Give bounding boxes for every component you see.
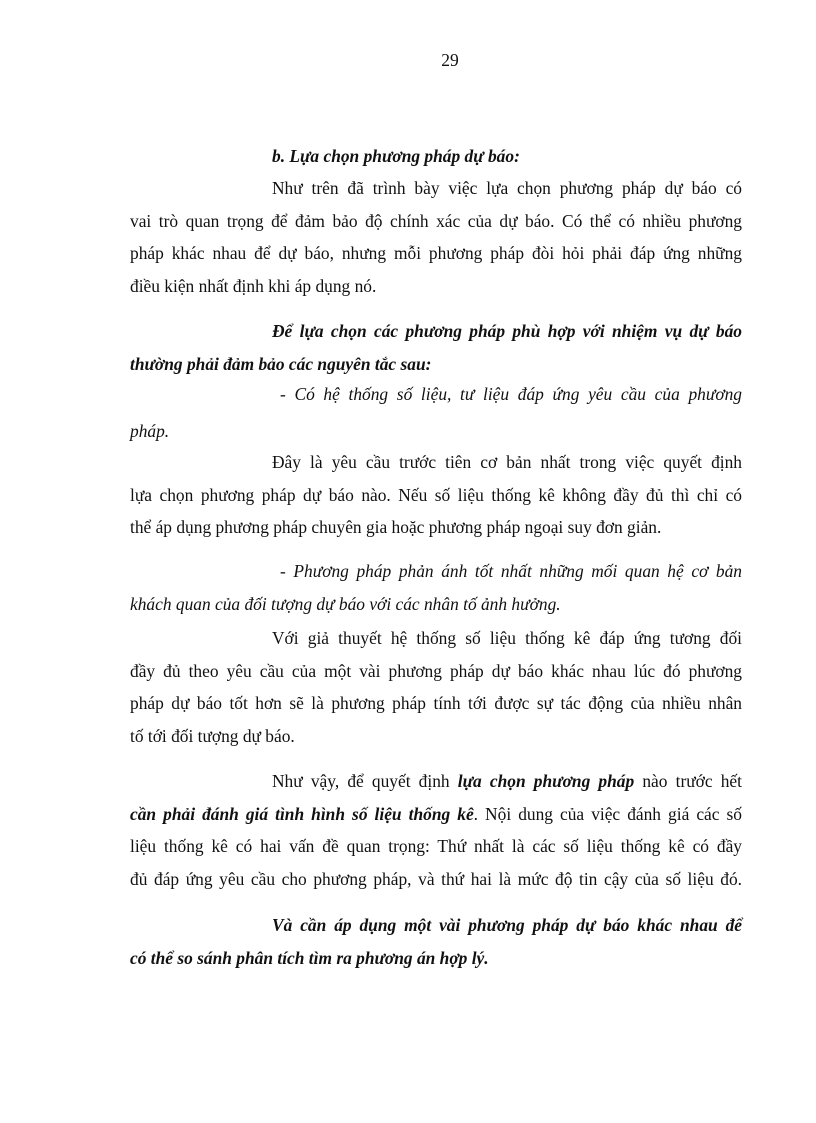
text-line: lựa chọn phương pháp dự báo nào. Nếu số liệu thống kê không đầy đủ thì chỉ có	[130, 484, 742, 505]
text-line: điều kiện nhất định khi áp dụng nó.	[130, 275, 377, 296]
text-run: nào trước hết	[634, 771, 742, 791]
text-line: có thể so sánh phân tích tìm ra phương án hợp lý.	[130, 947, 489, 968]
page-number: 29	[441, 50, 459, 70]
text-line	[130, 765, 742, 798]
principles-heading	[130, 315, 742, 380]
emphasis-text: cần phải đánh giá tình hình số liệu thống kê	[130, 803, 474, 824]
paragraph-requirement-2	[130, 622, 742, 752]
paragraph-requirement-1	[130, 446, 742, 544]
emphasis-text: lựa chọn phương pháp	[457, 771, 635, 791]
conclusion	[130, 909, 742, 974]
text-line: thường phải đảm bảo các nguyên tắc sau:	[130, 353, 432, 374]
text-line: thể áp dụng phương pháp chuyên gia hoặc phương pháp ngoại suy đơn giản.	[130, 517, 662, 537]
text-run: Như vậy, để quyết định	[272, 771, 458, 791]
text-line: Đây là yêu cầu trước tiên cơ bản nhất trong việc quyết định	[272, 452, 742, 472]
text-line: Và cần áp dụng một vài phương pháp dự báo khác nhau để	[272, 915, 742, 935]
text-line: pháp khác nhau để dự báo, nhưng mỗi phương pháp đòi hỏi phải đáp ứng những	[130, 243, 742, 263]
requirement-2	[130, 555, 742, 620]
text-line: Với giả thuyết hệ thống số liệu thống kê đáp ứng tương đối	[272, 628, 742, 648]
text-line: liệu thống kê có hai vấn đề quan trọng: Thứ nhất là các số liệu thống kê có đầy	[130, 836, 742, 856]
section-heading	[130, 140, 742, 173]
text-line: đầy đủ theo yêu cầu của một vài phương pháp dự báo khác nhau lúc đó phương	[130, 660, 742, 681]
text-line: khách quan của đối tượng dự báo với các nhân tố ảnh hưởng.	[130, 593, 561, 614]
text-line: Để lựa chọn các phương pháp phù hợp với nhiệm vụ dự báo	[272, 321, 742, 341]
section-heading-text: b. Lựa chọn phương pháp dự báo:	[272, 146, 520, 166]
requirement-1	[130, 378, 742, 447]
text-line: Như trên đã trình bày việc lựa chọn phương pháp dự báo có	[272, 178, 742, 198]
text-line: tố tới đối tượng dự báo.	[130, 725, 295, 746]
text-run: . Nội dung của việc đánh giá các số	[473, 803, 742, 824]
text-line: pháp.	[130, 420, 170, 441]
text-line: vai trò quan trọng để đảm bảo độ chính xác của dự báo. Có thể có nhiều phương	[130, 210, 742, 231]
text-line: đủ đáp ứng yêu cầu cho phương pháp, và thứ hai là mức độ tin cậy của số liệu đó.	[130, 868, 742, 889]
text-line: pháp dự báo tốt hơn sẽ là phương pháp tính tới được sự tác động của nhiều nhân	[130, 693, 742, 713]
text-line: - Phương pháp phản ánh tốt nhất những mối quan hệ cơ bản	[280, 561, 742, 581]
text-line	[130, 798, 742, 831]
paragraph-intro	[130, 172, 742, 302]
text-line: - Có hệ thống số liệu, tư liệu đáp ứng yêu cầu của phương	[280, 384, 742, 404]
paragraph-summary	[130, 765, 742, 895]
